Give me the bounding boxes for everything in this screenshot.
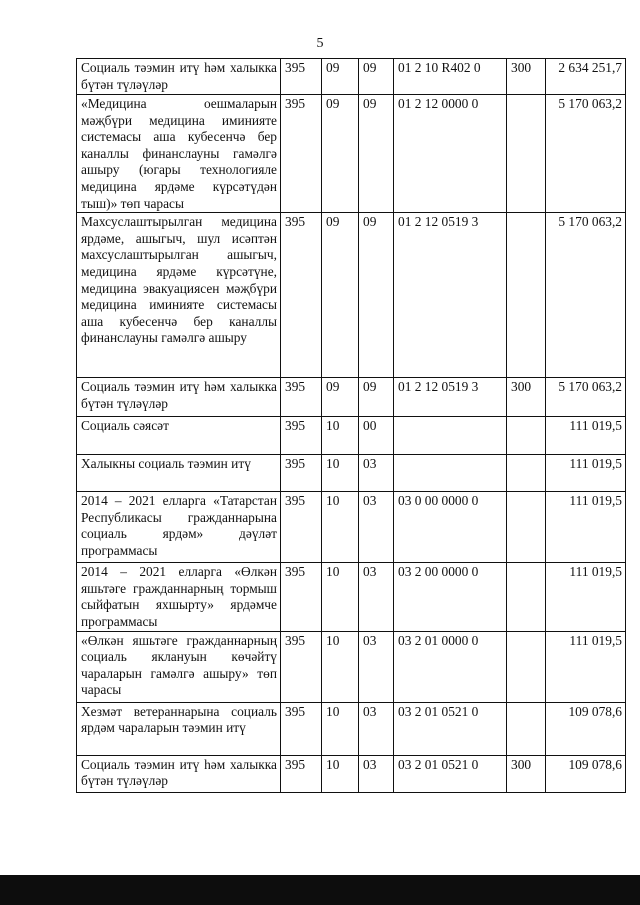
row-section: 10 xyxy=(322,563,359,631)
row-expense-kind: 300 xyxy=(507,378,546,417)
row-name: Социаль тәэмин итү һәм халыкка бүтән түләүләр xyxy=(77,59,281,95)
row-admin-code: 395 xyxy=(281,455,322,492)
table-row xyxy=(77,95,626,213)
budget-table xyxy=(76,58,626,793)
row-subsection: 03 xyxy=(359,631,394,702)
row-target-code: 01 2 10 R402 0 xyxy=(394,59,507,95)
row-admin-code: 395 xyxy=(281,755,322,792)
scan-bottom-border xyxy=(0,875,640,905)
table-row xyxy=(77,378,626,417)
row-target-code: 03 0 00 0000 0 xyxy=(394,492,507,563)
row-name: 2014 – 2021 елларга «Өлкән яшьтәге гражданнарның тормыш сыйфатын яхшырту» ярдәмче программасы xyxy=(77,563,281,631)
row-name: Хезмәт ветераннарына социаль ярдәм чараларын тәэмин итү xyxy=(77,702,281,755)
row-amount: 109 078,6 xyxy=(546,755,626,792)
row-amount: 111 019,5 xyxy=(546,417,626,455)
row-target-code: 01 2 12 0000 0 xyxy=(394,95,507,213)
row-admin-code: 395 xyxy=(281,213,322,378)
row-amount: 109 078,6 xyxy=(546,702,626,755)
table-row xyxy=(77,417,626,455)
row-subsection: 09 xyxy=(359,213,394,378)
row-subsection: 09 xyxy=(359,378,394,417)
row-expense-kind xyxy=(507,492,546,563)
row-section: 09 xyxy=(322,95,359,213)
row-expense-kind xyxy=(507,631,546,702)
row-expense-kind xyxy=(507,95,546,213)
row-expense-kind xyxy=(507,563,546,631)
row-expense-kind xyxy=(507,213,546,378)
row-admin-code: 395 xyxy=(281,417,322,455)
row-name: «Медицина оешмаларын мәҗбүри медицина иминияте системасы аша кубесенчә бер каналлы финанслауны гамәлгә ашыру (югары технологияле медицина ярдәме күрсәтүдән тыш)» төп чарасы xyxy=(77,95,281,213)
table-row xyxy=(77,59,626,95)
row-expense-kind: 300 xyxy=(507,755,546,792)
row-section: 10 xyxy=(322,702,359,755)
row-expense-kind xyxy=(507,702,546,755)
row-section: 10 xyxy=(322,455,359,492)
row-admin-code: 395 xyxy=(281,631,322,702)
row-section: 10 xyxy=(322,755,359,792)
table-row xyxy=(77,631,626,702)
page-number: 5 xyxy=(316,36,324,51)
table-row xyxy=(77,455,626,492)
row-target-code xyxy=(394,455,507,492)
table-row xyxy=(77,755,626,792)
row-subsection: 09 xyxy=(359,59,394,95)
row-name: 2014 – 2021 елларга «Татарстан Республикасы гражданнарына социаль ярдәм» дәүләт программасы xyxy=(77,492,281,563)
row-subsection: 03 xyxy=(359,455,394,492)
row-target-code: 03 2 01 0521 0 xyxy=(394,755,507,792)
row-target-code: 03 2 01 0000 0 xyxy=(394,631,507,702)
row-section: 09 xyxy=(322,59,359,95)
row-name: Махсуслаштырылган медицина ярдәме, ашыгыч, шул исәптән махсуслаштырылган ашыгыч, медицина ярдәме күрсәтүне, медицина эвакуациясен мәҗбүри медицина иминияте системасы аша кубесенчә бер каналлы финанслауны гамәлгә ашыру xyxy=(77,213,281,378)
row-admin-code: 395 xyxy=(281,563,322,631)
table-row xyxy=(77,492,626,563)
row-amount: 5 170 063,2 xyxy=(546,378,626,417)
row-amount: 111 019,5 xyxy=(546,563,626,631)
row-expense-kind: 300 xyxy=(507,59,546,95)
row-subsection: 03 xyxy=(359,492,394,563)
row-expense-kind xyxy=(507,417,546,455)
table-row xyxy=(77,563,626,631)
row-target-code: 01 2 12 0519 3 xyxy=(394,378,507,417)
row-amount: 5 170 063,2 xyxy=(546,95,626,213)
row-admin-code: 395 xyxy=(281,492,322,563)
row-name: «Өлкән яшьтәге гражданнарның социаль яклануын көчәйтү чараларын гамәлгә ашыру» төп чарасы xyxy=(77,631,281,702)
row-amount: 111 019,5 xyxy=(546,455,626,492)
row-amount: 111 019,5 xyxy=(546,631,626,702)
row-target-code: 01 2 12 0519 3 xyxy=(394,213,507,378)
row-name: Социаль тәэмин итү һәм халыкка бүтән түләүләр xyxy=(77,755,281,792)
row-section: 10 xyxy=(322,492,359,563)
row-section: 09 xyxy=(322,378,359,417)
row-name: Халыкны социаль тәэмин итү xyxy=(77,455,281,492)
row-target-code xyxy=(394,417,507,455)
row-admin-code: 395 xyxy=(281,95,322,213)
row-subsection: 03 xyxy=(359,563,394,631)
row-target-code: 03 2 00 0000 0 xyxy=(394,563,507,631)
row-subsection: 03 xyxy=(359,755,394,792)
row-admin-code: 395 xyxy=(281,59,322,95)
row-section: 09 xyxy=(322,213,359,378)
row-subsection: 00 xyxy=(359,417,394,455)
table-row xyxy=(77,702,626,755)
row-amount: 111 019,5 xyxy=(546,492,626,563)
row-section: 10 xyxy=(322,631,359,702)
row-name: Социаль сәясәт xyxy=(77,417,281,455)
row-target-code: 03 2 01 0521 0 xyxy=(394,702,507,755)
row-admin-code: 395 xyxy=(281,702,322,755)
row-admin-code: 395 xyxy=(281,378,322,417)
row-amount: 5 170 063,2 xyxy=(546,213,626,378)
row-subsection: 09 xyxy=(359,95,394,213)
row-expense-kind xyxy=(507,455,546,492)
table-row xyxy=(77,213,626,378)
row-section: 10 xyxy=(322,417,359,455)
row-subsection: 03 xyxy=(359,702,394,755)
row-name: Социаль тәэмин итү һәм халыкка бүтән түләүләр xyxy=(77,378,281,417)
row-amount: 2 634 251,7 xyxy=(546,59,626,95)
